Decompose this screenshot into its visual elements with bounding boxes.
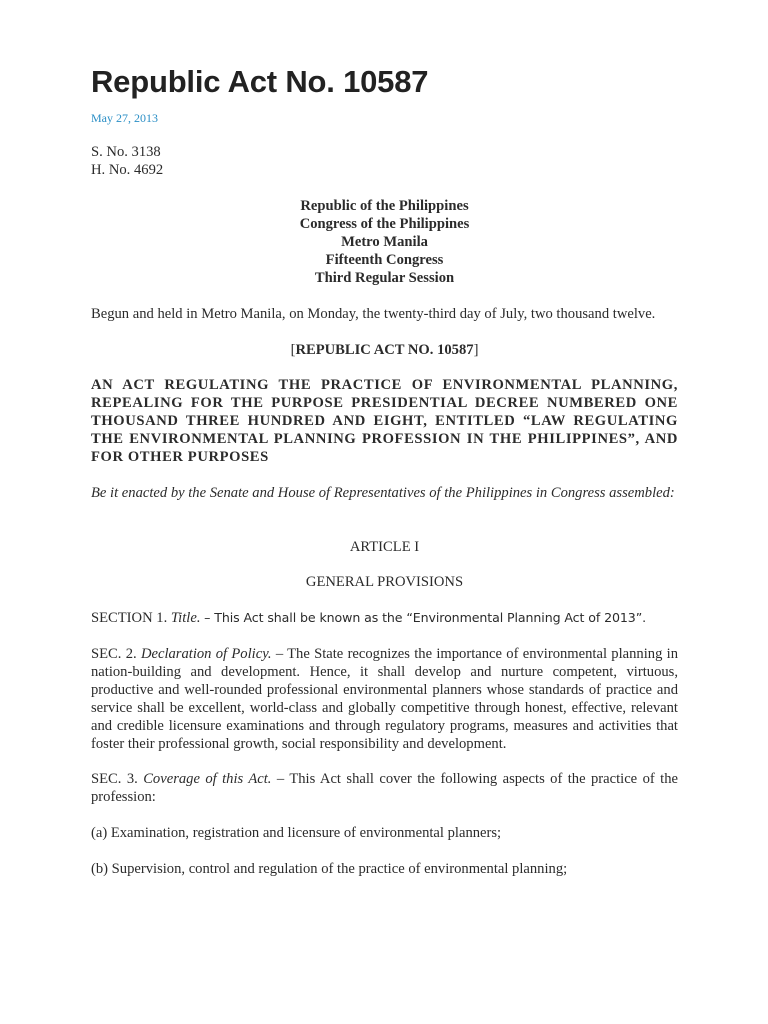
section-3-label: SEC. 3. bbox=[91, 771, 138, 787]
heading-line-congress-number: Fifteenth Congress bbox=[325, 252, 444, 268]
heading-line-location: Metro Manila bbox=[341, 234, 428, 250]
act-number-line bbox=[91, 341, 678, 359]
congress-heading bbox=[91, 197, 678, 287]
heading-line-congress: Congress of the Philippines bbox=[299, 216, 470, 232]
section-1-label: SECTION 1. bbox=[91, 610, 168, 626]
house-bill-number: H. No. 4692 bbox=[91, 162, 164, 178]
section-3-text: – This Act shall cover the following aspects of the practice of the profession: bbox=[91, 771, 678, 805]
section-1-heading: Title. bbox=[170, 610, 201, 626]
act-title: AN ACT REGULATING THE PRACTICE OF ENVIRONMENTAL PLANNING, REPEALING FOR THE PURPOSE PRESIDENTIAL DECREE NUMBERED ONE THOUSAND THREE HUNDRED AND EIGHT, ENTITLED “LAW REGULATING THE ENVIRONMENTAL PLANNING PROFESSION IN THE PHILIPPINES”, AND FOR OTHER PURPOSES bbox=[91, 377, 678, 465]
section-2-text: – The State recognizes the importance of environmental planning in nation-building and development. Hence, it shall develop and nurture competent, virtuous, productive and well-rounded professional environmental planners whose standards of practice and service shall be excellent, world-class and globally competitive through honest, effective, relevant and credible licensure examinations and through regulatory programs, measures and activities that foster their professional growth, social responsibility and development. bbox=[91, 646, 679, 752]
article-name: GENERAL PROVISIONS bbox=[305, 574, 464, 590]
enacting-clause: Be it enacted by the Senate and House of Representatives of the Philippines in Congress assembled: bbox=[91, 485, 675, 501]
section-1-text: – This Act shall be known as the “Environmental Planning Act of 2013”. bbox=[204, 610, 647, 625]
senate-bill-number: S. No. 3138 bbox=[91, 144, 161, 160]
list-item-a: (a) Examination, registration and licensure of environmental planners; bbox=[91, 825, 502, 841]
begun-statement: Begun and held in Metro Manila, on Monday, the twenty-third day of July, two thousand twelve. bbox=[91, 306, 656, 322]
section-3 bbox=[91, 770, 678, 806]
section-2-label: SEC. 2. bbox=[91, 646, 137, 662]
post-date-link[interactable]: May 27, 2013 bbox=[91, 111, 158, 125]
page-title: Republic Act No. 10587 bbox=[91, 64, 429, 99]
section-1 bbox=[91, 609, 678, 627]
list-item-b: (b) Supervision, control and regulation of the practice of environmental planning; bbox=[91, 861, 568, 877]
act-number-label: REPUBLIC ACT NO. 10587 bbox=[295, 342, 474, 358]
act-number-open-bracket: [ bbox=[290, 342, 296, 358]
article-number: ARTICLE I bbox=[349, 539, 420, 555]
bill-references bbox=[91, 143, 678, 179]
act-number-close-bracket: ] bbox=[473, 342, 479, 358]
heading-line-session: Third Regular Session bbox=[314, 270, 455, 286]
section-2-heading: Declaration of Policy. bbox=[140, 646, 272, 662]
section-3-heading: Coverage of this Act. bbox=[143, 771, 272, 787]
section-2 bbox=[91, 645, 678, 753]
heading-line-republic: Republic of the Philippines bbox=[300, 198, 469, 214]
